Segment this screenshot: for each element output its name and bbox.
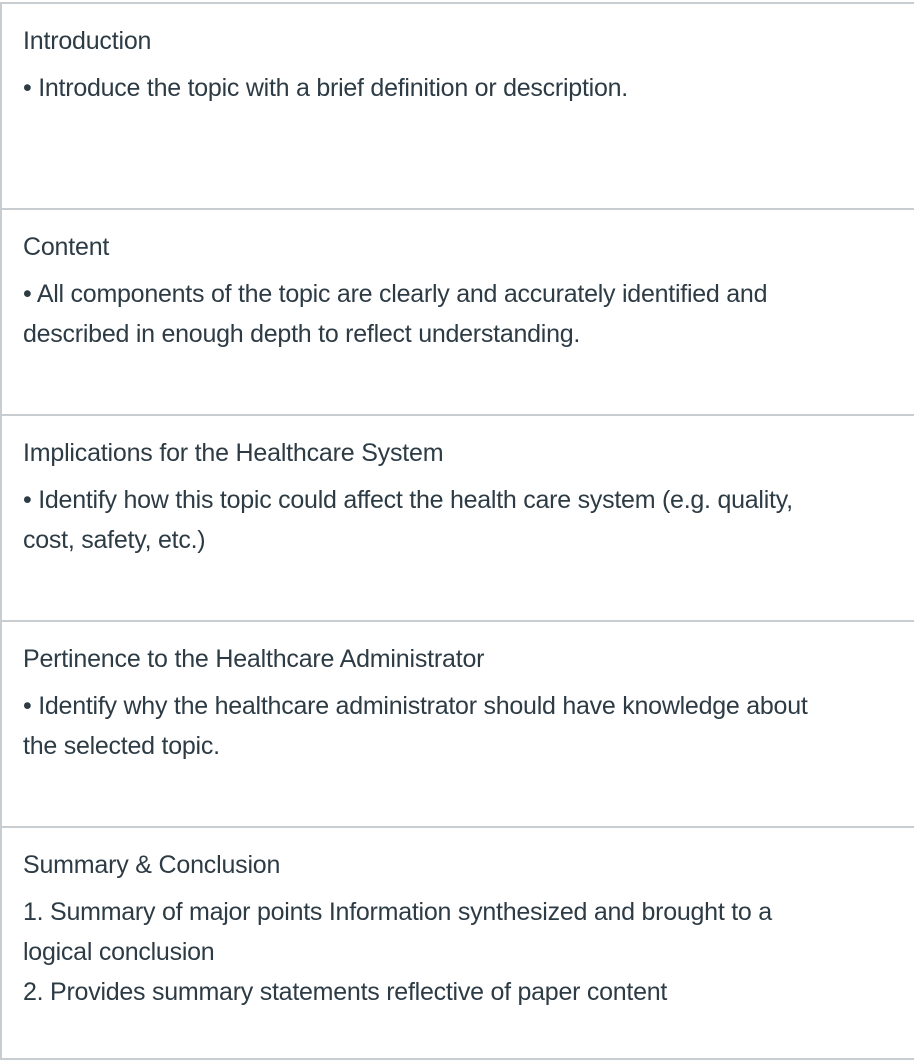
row-description: 2. Provides summary statements reflective of paper content — [23, 978, 668, 1006]
rubric-row-introduction — [0, 2, 914, 208]
row-title: Implications for the Healthcare System — [23, 439, 444, 467]
row-description: logical conclusion — [23, 938, 215, 966]
rubric-row-implications — [0, 414, 914, 620]
row-description: described in enough depth to reflect understanding. — [23, 320, 581, 348]
rubric-row-pertinence — [0, 620, 914, 826]
row-description: 1. Summary of major points Information synthesized and brought to a — [23, 898, 772, 926]
row-title: Summary & Conclusion — [23, 851, 281, 879]
row-description: • Identify how this topic could affect the health care system (e.g. quality, — [23, 486, 793, 514]
row-description: • Identify why the healthcare administrator should have knowledge about — [23, 692, 808, 720]
rubric-row-content — [0, 208, 914, 414]
row-description: • Introduce the topic with a brief definition or description. — [23, 74, 628, 102]
row-title: Content — [23, 233, 110, 261]
row-description: the selected topic. — [23, 732, 220, 760]
row-title: Introduction — [23, 27, 152, 55]
row-title: Pertinence to the Healthcare Administrator — [23, 645, 485, 673]
row-description: cost, safety, etc.) — [23, 526, 206, 554]
row-description: • All components of the topic are clearly and accurately identified and — [23, 280, 768, 308]
rubric-row-summary — [0, 826, 914, 1060]
